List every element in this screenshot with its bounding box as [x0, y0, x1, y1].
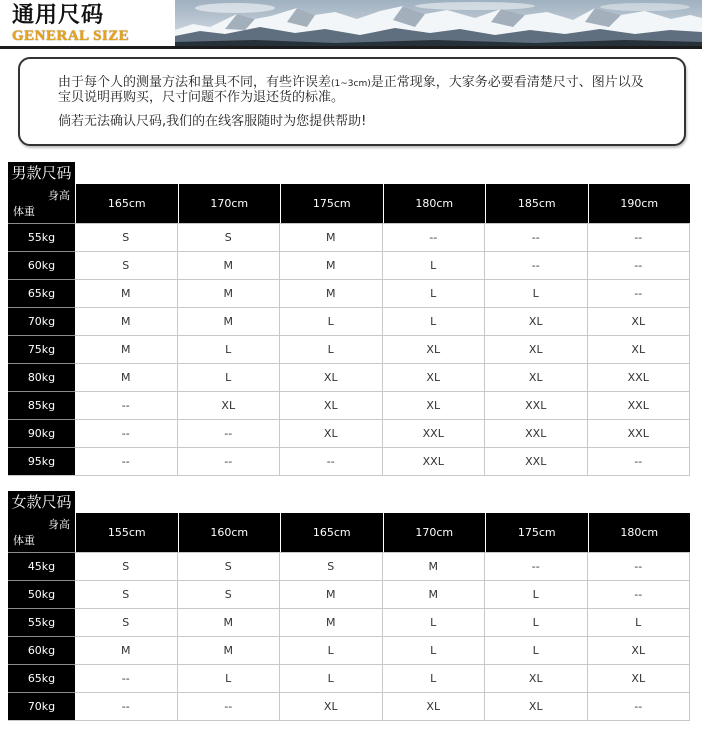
size-cell: M	[75, 279, 178, 307]
height-axis-label: 身高	[48, 189, 70, 202]
size-cell: --	[75, 447, 178, 475]
size-cell: XXL	[588, 419, 691, 447]
size-cell: M	[280, 223, 383, 251]
weight-label: 45kg	[8, 552, 75, 580]
size-cell: L	[383, 307, 486, 335]
size-cell: XXL	[383, 419, 486, 447]
height-header: 185cm	[485, 184, 588, 223]
size-cell: S	[75, 223, 178, 251]
size-cell: S	[75, 580, 178, 608]
page-subtitle: GENERAL SIZE	[12, 28, 130, 44]
height-header: 165cm	[280, 513, 383, 552]
size-cell: M	[75, 363, 178, 391]
size-cell: --	[485, 552, 588, 580]
size-cell: S	[75, 552, 178, 580]
weight-label: 70kg	[8, 307, 75, 335]
size-cell: S	[75, 608, 178, 636]
size-cell: M	[178, 307, 281, 335]
size-cell: M	[280, 251, 383, 279]
size-cell: L	[383, 636, 486, 664]
weight-label: 95kg	[8, 447, 75, 475]
size-cell: L	[383, 251, 486, 279]
size-cell: --	[178, 447, 281, 475]
size-cell: L	[383, 279, 486, 307]
size-cell: M	[178, 636, 281, 664]
height-header: 190cm	[588, 184, 691, 223]
weight-axis-label: 体重	[13, 205, 35, 218]
size-cell: L	[485, 636, 588, 664]
size-cell: L	[280, 307, 383, 335]
size-cell: XL	[383, 692, 486, 720]
weight-label: 60kg	[8, 636, 75, 664]
size-cell: L	[485, 580, 588, 608]
size-cell: --	[588, 447, 691, 475]
height-header: 170cm	[383, 513, 486, 552]
weight-label: 80kg	[8, 363, 75, 391]
size-cell: XXL	[588, 391, 691, 419]
weight-label: 55kg	[8, 223, 75, 251]
height-header: 175cm	[280, 184, 383, 223]
size-cell: XL	[485, 363, 588, 391]
size-cell: --	[75, 419, 178, 447]
size-cell: L	[280, 664, 383, 692]
error-range-text: (1~3cm)	[331, 79, 371, 89]
height-header: 165cm	[75, 184, 178, 223]
size-cell: L	[280, 335, 383, 363]
size-cell: XL	[280, 419, 383, 447]
page-title: 通用尺码	[12, 3, 105, 28]
weight-label: 65kg	[8, 664, 75, 692]
size-cell: M	[178, 608, 281, 636]
size-cell: M	[75, 636, 178, 664]
height-header: 170cm	[178, 184, 281, 223]
size-cell: --	[588, 580, 691, 608]
size-cell: XL	[280, 391, 383, 419]
weight-label: 85kg	[8, 391, 75, 419]
size-cell: --	[75, 391, 178, 419]
men-size-label: 男款尺码	[8, 162, 75, 184]
weight-label: 65kg	[8, 279, 75, 307]
weight-label: 75kg	[8, 335, 75, 363]
weight-axis-label: 体重	[13, 534, 35, 547]
height-axis-label: 身高	[48, 518, 70, 531]
weight-label: 55kg	[8, 608, 75, 636]
size-cell: XL	[383, 335, 486, 363]
height-header: 180cm	[383, 184, 486, 223]
size-cell: M	[383, 552, 486, 580]
size-cell: S	[178, 223, 281, 251]
size-cell: --	[588, 223, 691, 251]
size-cell: --	[485, 251, 588, 279]
size-cell: XL	[485, 307, 588, 335]
size-cell: XL	[588, 335, 691, 363]
height-header: 160cm	[178, 513, 281, 552]
size-cell: L	[178, 363, 281, 391]
size-cell: --	[178, 692, 281, 720]
size-cell: M	[280, 580, 383, 608]
weight-label: 70kg	[8, 692, 75, 720]
size-cell: XL	[178, 391, 281, 419]
size-cell: --	[588, 279, 691, 307]
size-cell: XL	[485, 692, 588, 720]
header-divider	[0, 46, 702, 49]
size-cell: --	[588, 251, 691, 279]
size-cell: XXL	[485, 419, 588, 447]
size-cell: S	[75, 251, 178, 279]
size-cell: L	[383, 664, 486, 692]
size-cell: M	[75, 335, 178, 363]
notice-line-2: 宝贝说明再购买，尺寸问题不作为退还货的标准。	[58, 90, 345, 105]
mountain-banner-image	[175, 0, 702, 46]
women-size-table	[8, 513, 690, 721]
weight-label: 50kg	[8, 580, 75, 608]
size-cell: L	[383, 608, 486, 636]
size-cell: --	[485, 223, 588, 251]
weight-label: 60kg	[8, 251, 75, 279]
size-cell: M	[280, 608, 383, 636]
size-cell: --	[75, 692, 178, 720]
size-cell: XL	[588, 636, 691, 664]
size-cell: XL	[485, 664, 588, 692]
size-cell: XL	[485, 335, 588, 363]
size-cell: M	[178, 251, 281, 279]
size-cell: XXL	[485, 447, 588, 475]
table-corner-header	[8, 184, 75, 223]
size-cell: L	[178, 335, 281, 363]
notice-line-3: 倘若无法确认尺码,我们的在线客服随时为您提供帮助!	[58, 114, 367, 129]
size-cell: M	[75, 307, 178, 335]
size-cell: XXL	[485, 391, 588, 419]
height-header: 180cm	[588, 513, 691, 552]
size-cell: L	[485, 279, 588, 307]
size-cell: --	[588, 552, 691, 580]
size-cell: M	[178, 279, 281, 307]
table-corner-header	[8, 513, 75, 552]
size-cell: XXL	[588, 363, 691, 391]
size-cell: L	[280, 636, 383, 664]
size-cell: M	[280, 279, 383, 307]
height-header: 155cm	[75, 513, 178, 552]
height-header: 175cm	[485, 513, 588, 552]
size-cell: XL	[280, 692, 383, 720]
size-cell: S	[178, 552, 281, 580]
size-cell: L	[588, 608, 691, 636]
notice-text: 是正常现象，大家务必要看清楚尺寸、图片以及	[370, 75, 644, 90]
weight-label: 90kg	[8, 419, 75, 447]
notice-text: 由于每个人的测量方法和量具不同，有些许误差	[58, 75, 332, 90]
size-cell: XL	[383, 391, 486, 419]
size-cell: L	[178, 664, 281, 692]
size-cell: XL	[280, 363, 383, 391]
women-size-label: 女款尺码	[8, 491, 75, 513]
size-cell: --	[280, 447, 383, 475]
page-header	[0, 0, 702, 50]
size-cell: --	[383, 223, 486, 251]
size-cell: M	[383, 580, 486, 608]
size-cell: XL	[383, 363, 486, 391]
size-cell: --	[588, 692, 691, 720]
size-cell: XL	[588, 664, 691, 692]
size-cell: XL	[588, 307, 691, 335]
size-cell: --	[75, 664, 178, 692]
size-cell: XXL	[383, 447, 486, 475]
men-size-table	[8, 184, 690, 476]
size-cell: L	[485, 608, 588, 636]
size-cell: S	[178, 580, 281, 608]
size-cell: --	[178, 419, 281, 447]
size-notice-box	[18, 57, 686, 146]
size-cell: S	[280, 552, 383, 580]
